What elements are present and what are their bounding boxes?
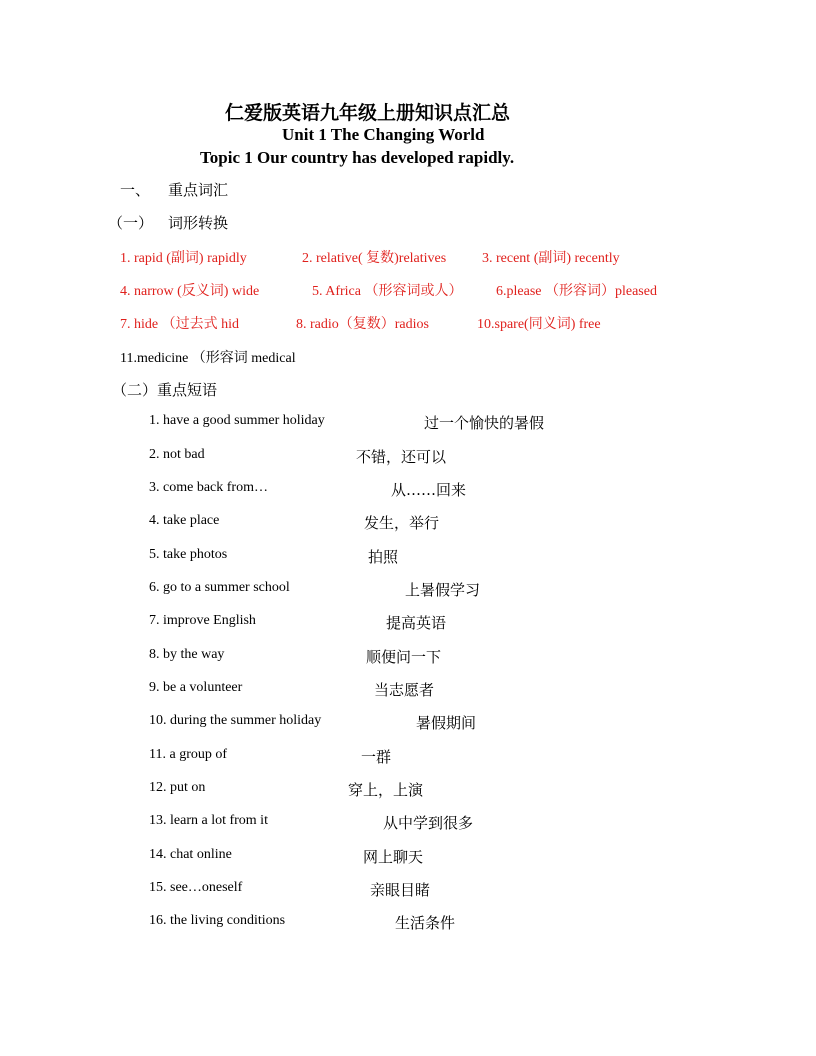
document-title: 仁爱版英语九年级上册知识点汇总 (225, 102, 511, 124)
word-form-item: 1. rapid (副词) rapidly (120, 251, 247, 266)
phrase-en: 4. take place (149, 513, 220, 528)
phrase-zh: 亲眼目睹 (370, 881, 431, 899)
subsection-heading: 词形转换 (168, 214, 229, 232)
subsection-heading: （二）重点短语 (112, 381, 218, 399)
phrase-zh: 从中学到很多 (383, 814, 474, 832)
phrase-zh: 一群 (361, 748, 392, 766)
phrase-zh: 网上聊天 (363, 848, 424, 866)
phrase-zh: 生活条件 (395, 914, 456, 932)
phrase-en: 8. by the way (149, 647, 225, 662)
phrase-zh: 从……回来 (391, 481, 467, 499)
phrase-zh: 拍照 (368, 548, 399, 566)
word-form-item: 6.please （形容词）pleased (496, 284, 657, 299)
phrase-zh: 顺便问一下 (366, 648, 442, 666)
phrase-zh: 过一个愉快的暑假 (424, 414, 545, 432)
phrase-en: 10. during the summer holiday (149, 713, 322, 728)
word-form-item: 11.medicine （形容词 medical (120, 351, 296, 366)
phrase-en: 6. go to a summer school (149, 580, 290, 595)
phrase-zh: 暑假期间 (416, 714, 477, 732)
phrase-zh: 当志愿者 (374, 681, 435, 699)
phrase-en: 2. not bad (149, 447, 205, 462)
topic-heading: Topic 1 Our country has developed rapidly. (200, 148, 515, 167)
phrase-en: 9. be a volunteer (149, 680, 243, 695)
phrase-zh: 不错，还可以 (356, 448, 447, 466)
word-form-item: 8. radio（复数）radios (296, 317, 429, 332)
subsection-number: （一） (108, 214, 154, 232)
phrase-zh: 穿上，上演 (348, 781, 424, 799)
phrase-en: 5. take photos (149, 547, 228, 562)
phrase-en: 12. put on (149, 780, 206, 795)
word-form-item: 4. narrow (反义词) wide (120, 284, 260, 299)
word-form-item: 7. hide （过去式 hid (120, 317, 239, 332)
word-form-item: 2. relative( 复数)relatives (302, 251, 447, 266)
unit-heading: Unit 1 The Changing World (282, 125, 485, 144)
phrase-en: 15. see…oneself (149, 880, 243, 895)
phrase-en: 13. learn a lot from it (149, 813, 268, 828)
word-form-item: 5. Africa （形容词或人） (312, 284, 463, 299)
phrase-zh: 发生，举行 (364, 514, 440, 532)
section-number: 一、 (120, 181, 151, 199)
phrase-en: 1. have a good summer holiday (149, 413, 325, 428)
phrase-en: 14. chat online (149, 847, 232, 862)
phrase-en: 16. the living conditions (149, 913, 286, 928)
phrase-en: 11. a group of (149, 747, 228, 762)
phrase-zh: 提高英语 (386, 614, 447, 632)
phrase-en: 3. come back from… (149, 480, 268, 495)
phrase-zh: 上暑假学习 (405, 581, 481, 599)
phrase-en: 7. improve English (149, 613, 256, 628)
word-form-item: 10.spare(同义词) free (477, 317, 601, 332)
section-heading: 重点词汇 (168, 181, 229, 199)
word-form-item: 3. recent (副词) recently (482, 251, 620, 266)
